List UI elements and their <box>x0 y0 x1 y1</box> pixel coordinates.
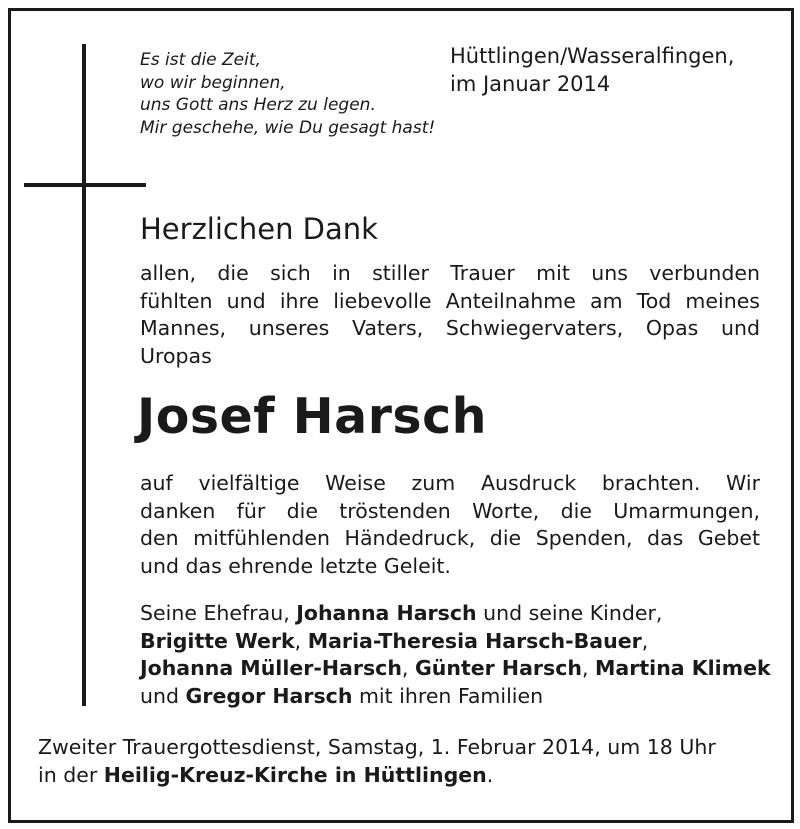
signers-text: , <box>294 628 308 653</box>
paragraph-line: fühlten und ihre liebevolle Anteilnahme am Tod meines <box>140 288 760 313</box>
service-line <box>38 762 716 790</box>
cross-horizontal-bar <box>24 183 146 187</box>
paragraph-line: Mannes, unseres Vaters, Schwiegervaters, Opas und <box>140 316 760 340</box>
signer-name: Johanna Müller-Harsch <box>140 656 402 680</box>
thanks-paragraph <box>140 470 760 580</box>
signers-text: , <box>401 656 415 680</box>
verse-line: uns Gott ans Herz zu legen. <box>140 95 376 115</box>
signers-text: , <box>581 656 596 680</box>
thanks-heading: Herzlichen Dank <box>140 212 378 246</box>
service-text: in der <box>38 762 104 787</box>
signers-line <box>140 655 771 683</box>
signer-name: Johanna Harsch <box>296 601 477 625</box>
paragraph-line: Uropas <box>140 343 212 368</box>
verse-line: Es ist die Zeit, <box>140 50 261 70</box>
verse-line: wo wir beginnen, <box>140 72 286 93</box>
paragraph-line: den mitfühlenden Händedruck, die Spenden, das Gebet <box>140 526 760 550</box>
paragraph-line: auf vielfältige Weise zum Ausdruck brachten. Wir <box>140 471 760 495</box>
place-text: Hüttlingen/Wasseralfingen, <box>450 44 735 68</box>
signers-text: und <box>140 683 186 708</box>
signers-line <box>140 600 771 628</box>
date-text: im Januar 2014 <box>450 72 611 96</box>
signers-block <box>140 600 771 710</box>
signers-line <box>140 683 771 711</box>
signer-name: Martina Klimek <box>595 656 771 680</box>
church-name: Heilig-Kreuz-Kirche in Hüttlingen <box>103 762 487 787</box>
signer-name: Günter Harsch <box>414 656 582 680</box>
place-date-block <box>450 42 734 98</box>
paragraph-line: allen, die sich in stiller Trauer mit uns verbunden <box>140 261 760 285</box>
signers-line <box>140 628 771 656</box>
cross-vertical-bar <box>82 44 86 706</box>
signers-text: Seine Ehefrau, <box>140 601 297 625</box>
signers-text: mit ihren Familien <box>352 683 544 708</box>
paragraph-line: danken für die tröstenden Worte, die Umarmungen, <box>140 498 760 523</box>
deceased-name: Josef Harsch <box>137 388 488 445</box>
signers-text: und seine Kinder, <box>476 601 663 625</box>
service-line: Zweiter Trauergottesdienst, Samstag, 1. Februar 2014, um 18 Uhr <box>38 735 716 759</box>
verse-line: Mir geschehe, wie Du gesagt hast! <box>140 117 436 138</box>
signer-name: Gregor Harsch <box>185 683 353 708</box>
signer-name: Maria-Theresia Harsch-Bauer <box>307 628 642 653</box>
verse-block <box>140 49 435 139</box>
service-info <box>38 734 716 789</box>
paragraph-line: und das ehrende letzte Geleit. <box>140 553 451 578</box>
signer-name: Brigitte Werk <box>140 628 295 653</box>
service-text: . <box>486 762 494 787</box>
signers-text: , <box>641 628 649 653</box>
intro-paragraph <box>140 260 760 370</box>
